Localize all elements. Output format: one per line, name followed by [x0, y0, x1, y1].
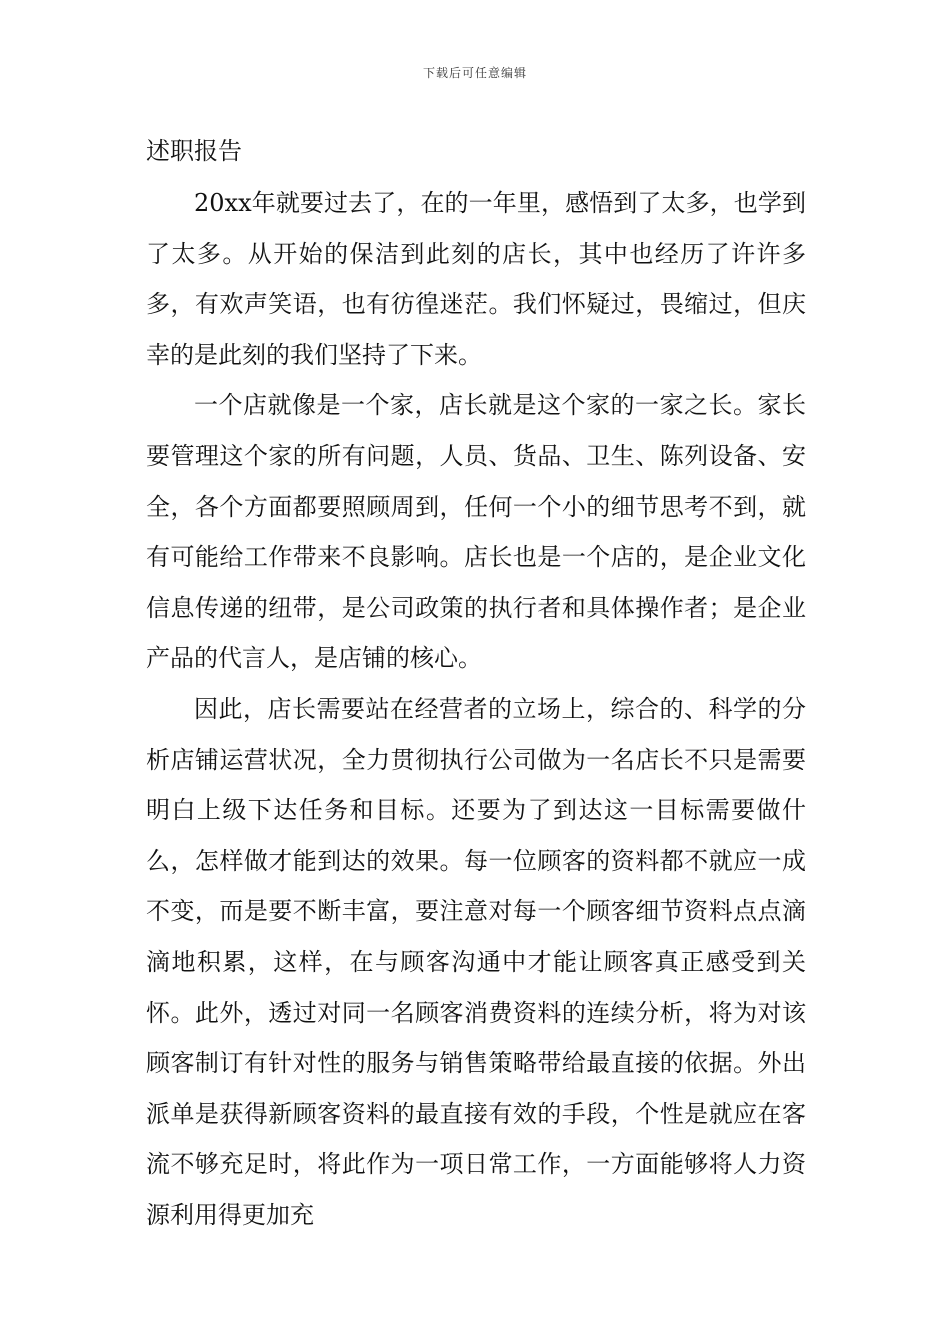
document-body	[146, 178, 806, 1240]
header-note: 下载后可任意编辑	[422, 66, 527, 80]
paragraph-3: 因此，店长需要站在经营者的立场上，综合的、科学的分析店铺运营状况，全力贯彻执行公司做为一名店长不只是需要明白上级下达任务和目标。还要为了到达这一目标需要做什么，怎样做才能到达的效果。每一位顾客的资料都不就应一成不变，而是要不断丰富，要注意对每一个顾客细节资料点点滴滴地积累，这样，在与顾客沟通中才能让顾客真正感受到关怀。此外，透过对同一名顾客消费资料的连续分析，将为对该顾客制订有针对性的服务与销售策略带给最直接的依据。外出派单是获得新顾客资料的最直接有效的手段，个性是就应在客流不够充足时，将此作为一项日常工作，一方面能够将人力资源利用得更加充	[146, 694, 806, 1229]
document-title: 述职报告	[146, 137, 242, 165]
paragraph-1: 20xx年就要过去了，在的一年里，感悟到了太多，也学到了太多。从开始的保洁到此刻的店长，其中也经历了许许多多，有欢声笑语，也有彷徨迷茫。我们怀疑过，畏缩过，但庆幸的是此刻的我们坚持了下来。	[146, 189, 806, 369]
paragraph-2: 一个店就像是一个家，店长就是这个家的一家之长。家长要管理这个家的所有问题，人员、货品、卫生、陈列设备、安全，各个方面都要照顾周到，任何一个小的细节思考不到，就有可能给工作带来不良影响。店长也是一个店的，是企业文化信息传递的纽带，是公司政策的执行者和具体操作者；是企业产品的代言人，是店铺的核心。	[146, 391, 806, 673]
